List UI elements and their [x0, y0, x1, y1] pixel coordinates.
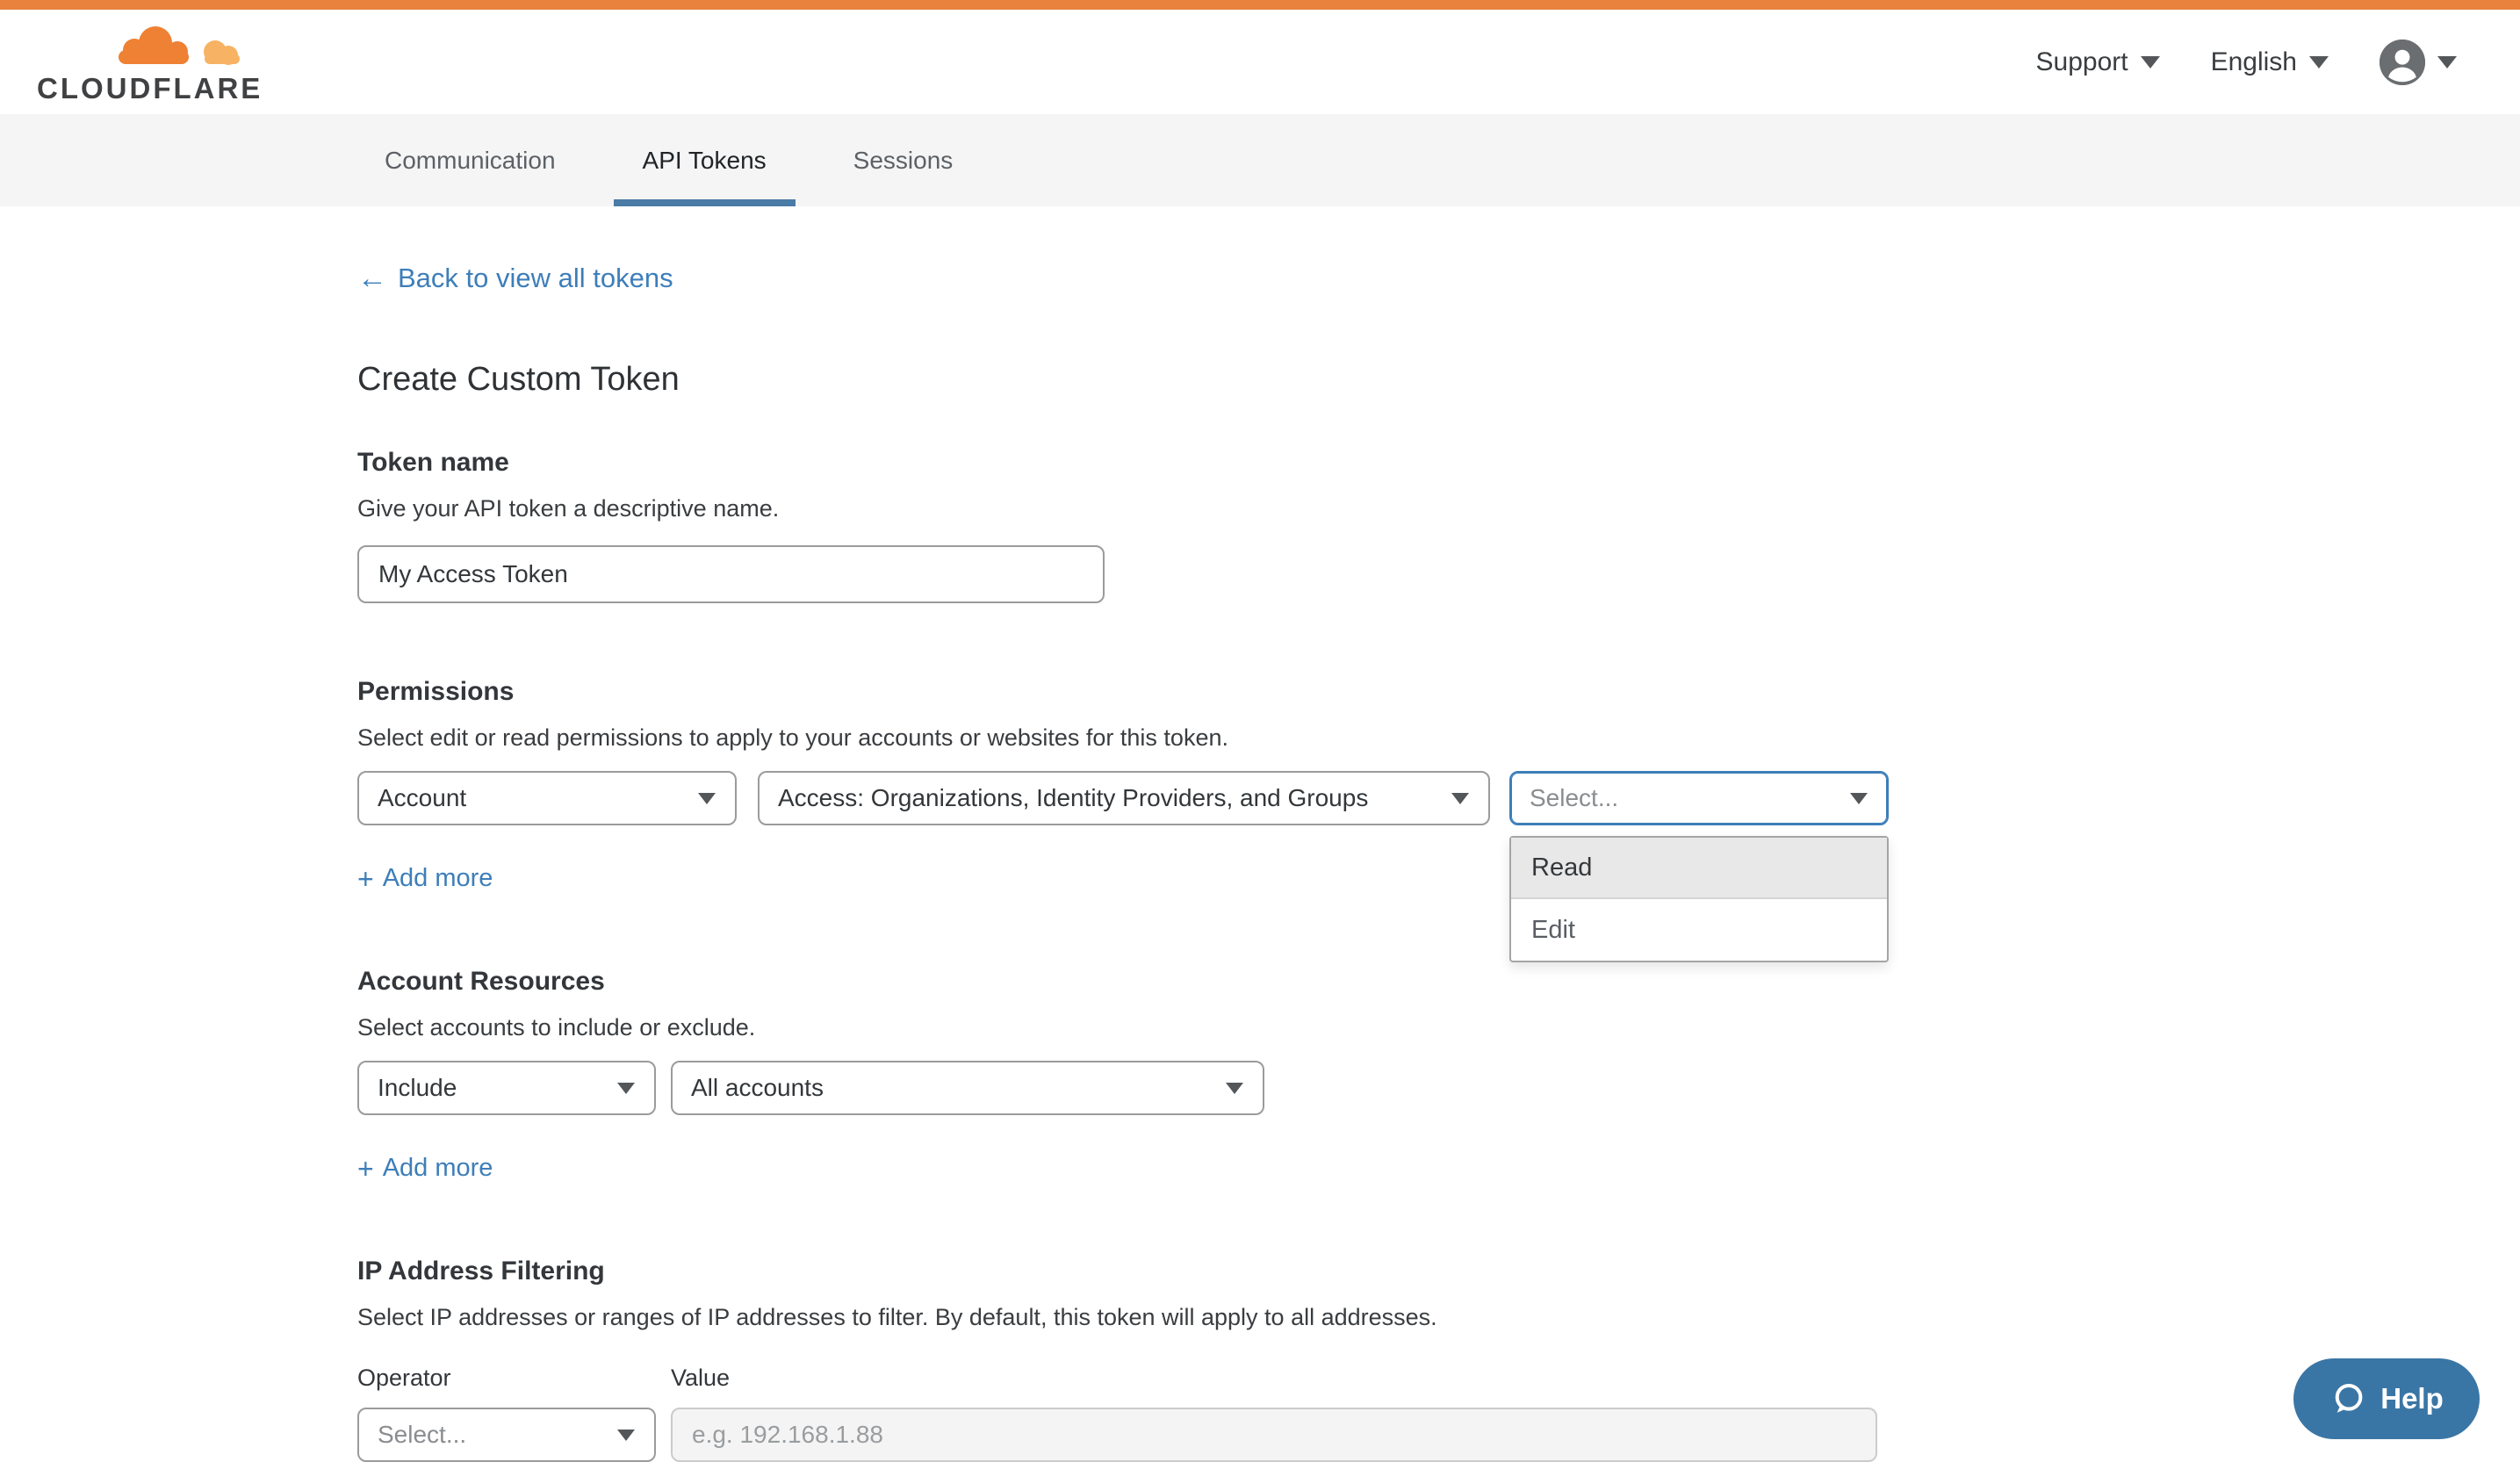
- plus-icon: +: [357, 862, 374, 895]
- tab-bar: [0, 114, 2520, 206]
- support-label: Support: [2035, 47, 2128, 76]
- cloudflare-cloud-icon: [87, 25, 263, 71]
- resource-accounts-select[interactable]: All accounts: [671, 1061, 1264, 1115]
- chevron-down-icon: [1850, 793, 1868, 804]
- permissions-section: [357, 677, 2520, 944]
- back-link-label: Back to view all tokens: [398, 263, 673, 293]
- value-label: Value: [671, 1365, 731, 1391]
- left-arrow-icon: ←: [357, 262, 387, 295]
- header-nav: [2036, 40, 2457, 85]
- ip-filtering-section: [357, 1257, 2520, 1462]
- permission-scope-select[interactable]: Account: [357, 771, 737, 825]
- account-resources-heading: Account Resources: [357, 967, 605, 996]
- account-resources-description: Select accounts to include or exclude.: [357, 1014, 756, 1041]
- cloudflare-logo: [37, 18, 263, 105]
- permissions-heading: Permissions: [357, 677, 515, 706]
- language-label: English: [2210, 47, 2297, 76]
- menu-option-read[interactable]: Read: [1511, 838, 1887, 899]
- token-name-input[interactable]: [357, 545, 1105, 603]
- cloudflare-wordmark: CLOUDFLARE: [37, 72, 263, 104]
- chevron-down-icon: [1226, 1083, 1243, 1094]
- ip-filtering-heading: IP Address Filtering: [357, 1257, 605, 1286]
- account-menu[interactable]: [2380, 40, 2457, 85]
- ip-operator-select[interactable]: Select...: [357, 1408, 656, 1462]
- ip-filter-row: [357, 1408, 2520, 1462]
- help-button[interactable]: [2293, 1358, 2480, 1439]
- top-accent-bar: [0, 0, 2520, 10]
- tab-api-tokens[interactable]: API Tokens: [614, 114, 796, 206]
- help-button-label: Help: [2380, 1382, 2444, 1415]
- account-resources-add-more-link[interactable]: + Add more: [357, 1152, 493, 1185]
- ip-field-labels: [357, 1365, 2520, 1392]
- access-dropdown-menu: [1509, 836, 1889, 962]
- back-to-tokens-link[interactable]: [357, 263, 673, 294]
- tab-communication[interactable]: Communication: [385, 146, 556, 174]
- account-resources-section: [357, 967, 2520, 1183]
- operator-label: Operator: [357, 1365, 451, 1391]
- page-title: Create Custom Token: [357, 361, 680, 398]
- account-resources-select-row: [357, 1061, 2520, 1115]
- language-menu[interactable]: [2211, 47, 2329, 77]
- support-menu[interactable]: [2036, 47, 2160, 77]
- chevron-down-icon: [617, 1430, 635, 1441]
- main-content: [0, 206, 2520, 1462]
- ip-value-input[interactable]: [671, 1408, 1877, 1462]
- chevron-down-icon: [617, 1083, 635, 1094]
- chevron-down-icon: [1451, 793, 1469, 804]
- permissions-add-more-link[interactable]: + Add more: [357, 862, 493, 895]
- permission-access-select[interactable]: Select... Read Edit: [1509, 771, 1889, 825]
- chevron-down-icon: [2437, 56, 2457, 68]
- chat-bubble-icon: [2329, 1380, 2366, 1417]
- header: [0, 10, 2520, 114]
- plus-icon: +: [357, 1152, 374, 1185]
- chevron-down-icon: [2141, 56, 2160, 68]
- resource-mode-select[interactable]: Include: [357, 1061, 656, 1115]
- chevron-down-icon: [2309, 56, 2329, 68]
- token-name-section: [357, 448, 2520, 603]
- user-avatar-icon: [2380, 40, 2425, 85]
- tab-sessions[interactable]: Sessions: [853, 146, 954, 174]
- permissions-description: Select edit or read permissions to apply to your accounts or websites for this token.: [357, 724, 1228, 751]
- token-name-description: Give your API token a descriptive name.: [357, 495, 780, 522]
- permission-resource-select[interactable]: Access: Organizations, Identity Providers, and Groups: [758, 771, 1490, 825]
- chevron-down-icon: [698, 793, 716, 804]
- ip-filtering-description: Select IP addresses or ranges of IP addresses to filter. By default, this token will apply to all addresses.: [357, 1304, 1437, 1330]
- menu-option-edit[interactable]: Edit: [1531, 915, 1575, 944]
- token-name-heading: Token name: [357, 448, 509, 477]
